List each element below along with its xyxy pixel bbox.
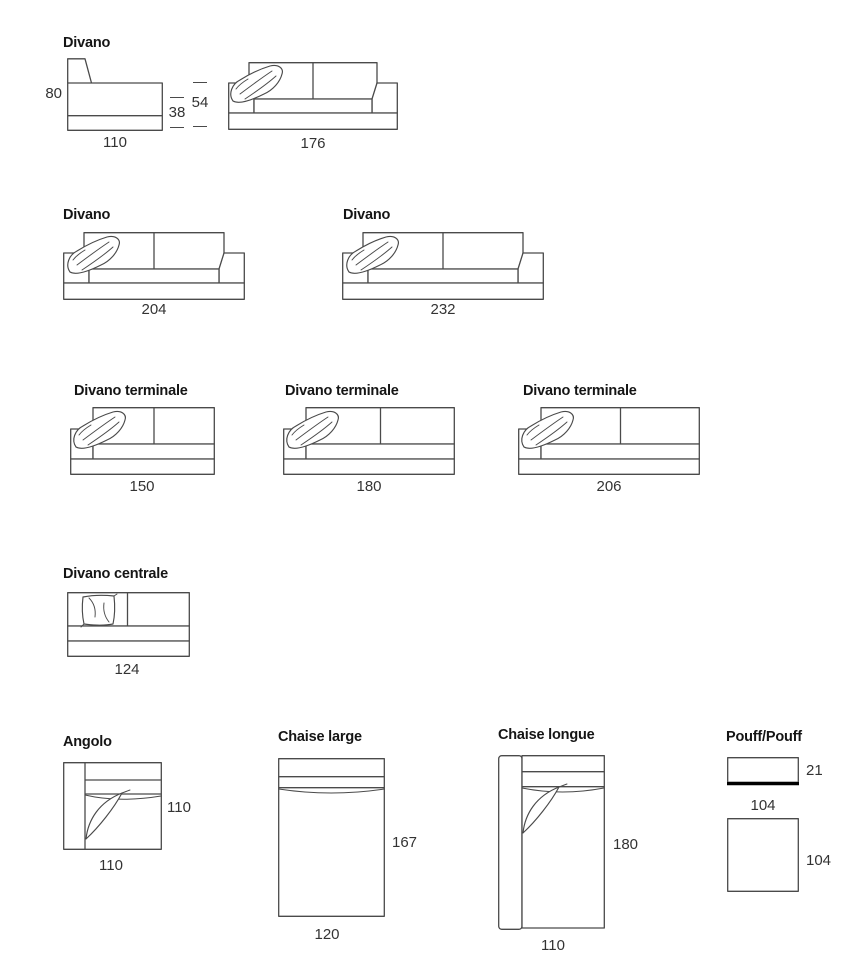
body-profile bbox=[68, 83, 163, 130]
divano-side-view-drawing bbox=[67, 58, 163, 131]
figure-title-divano-232: Divano bbox=[343, 207, 391, 223]
chaise-large-drawing bbox=[278, 758, 385, 917]
seat bbox=[254, 99, 372, 113]
base bbox=[519, 459, 700, 474]
centrale-124-width-label: 124 bbox=[114, 661, 140, 678]
divano-side-seat-height-label: 38 bbox=[168, 104, 186, 121]
divano-232-width-label: 232 bbox=[430, 301, 456, 318]
figure-title-pouff: Pouff/Pouff bbox=[726, 729, 802, 745]
pouff-square-drawing bbox=[727, 818, 799, 892]
figure-title-terminale-206: Divano terminale bbox=[523, 383, 637, 399]
figure-title-centrale: Divano centrale bbox=[63, 566, 168, 582]
divano-204-width-label: 204 bbox=[141, 301, 167, 318]
body-outline bbox=[522, 756, 604, 928]
pouff-square-height-label: 104 bbox=[806, 852, 832, 869]
figure-title-terminale-180: Divano terminale bbox=[285, 383, 399, 399]
divano-204-drawing bbox=[63, 232, 245, 300]
angolo-width-label: 110 bbox=[99, 857, 123, 874]
pouff-low-drawing bbox=[727, 757, 799, 785]
figure-title-chaise-large: Chaise large bbox=[278, 729, 362, 745]
pouff-low-height-label: 21 bbox=[806, 762, 823, 779]
pouf-outline bbox=[728, 819, 799, 892]
angolo-drawing bbox=[63, 762, 162, 850]
base bbox=[71, 459, 215, 474]
dim-tick bbox=[170, 97, 184, 98]
divano-side-depth-label: 110 bbox=[103, 134, 127, 151]
centrale-124-drawing bbox=[67, 592, 190, 657]
terminale-206-width-label: 206 bbox=[596, 478, 622, 495]
divano-176-drawing bbox=[228, 62, 398, 130]
outline bbox=[279, 759, 385, 917]
seat bbox=[541, 444, 699, 459]
chaise-large-width-label: 120 bbox=[314, 926, 340, 943]
seat bbox=[68, 626, 190, 641]
left-armrest bbox=[499, 756, 522, 930]
terminale-150-width-label: 150 bbox=[129, 478, 155, 495]
angolo-depth-label: 110 bbox=[167, 799, 191, 816]
dim-tick bbox=[193, 126, 207, 127]
terminale-150-drawing bbox=[70, 407, 215, 475]
terminale-180-drawing bbox=[283, 407, 455, 475]
divano-side-height-label: 80 bbox=[45, 85, 62, 102]
divano-232-drawing bbox=[342, 232, 544, 300]
dim-tick bbox=[170, 127, 184, 128]
chaise-large-depth-label: 167 bbox=[392, 834, 418, 851]
seat bbox=[93, 444, 214, 459]
right-armrest bbox=[219, 253, 244, 283]
terminale-206-drawing bbox=[518, 407, 700, 475]
base bbox=[343, 283, 544, 299]
pillow-sketch bbox=[81, 594, 117, 627]
right-armrest bbox=[518, 253, 543, 283]
figure-title-divano-side: Divano bbox=[63, 35, 111, 51]
figure-title-angolo: Angolo bbox=[63, 734, 112, 750]
dim-tick bbox=[193, 82, 207, 83]
base bbox=[64, 283, 245, 299]
base bbox=[229, 113, 398, 129]
chaise-longue-drawing bbox=[498, 755, 605, 930]
chaise-longue-width-label: 110 bbox=[541, 937, 565, 954]
armrest-profile bbox=[68, 59, 92, 83]
pouf-outline bbox=[728, 758, 799, 783]
chaise-longue-depth-label: 180 bbox=[613, 836, 639, 853]
figure-title-chaise-longue: Chaise longue bbox=[498, 727, 595, 743]
seat bbox=[306, 444, 454, 459]
right-armrest bbox=[372, 83, 397, 113]
divano-176-width-label: 176 bbox=[300, 135, 326, 152]
terminale-180-width-label: 180 bbox=[356, 478, 382, 495]
figure-title-terminale-150: Divano terminale bbox=[74, 383, 188, 399]
seat bbox=[89, 269, 219, 283]
figure-title-divano-204: Divano bbox=[63, 207, 111, 223]
seat bbox=[368, 269, 518, 283]
base bbox=[284, 459, 455, 474]
pouff-low-width-label: 104 bbox=[750, 797, 776, 814]
divano-side-arm-height-label: 54 bbox=[191, 94, 209, 111]
base bbox=[68, 641, 190, 656]
